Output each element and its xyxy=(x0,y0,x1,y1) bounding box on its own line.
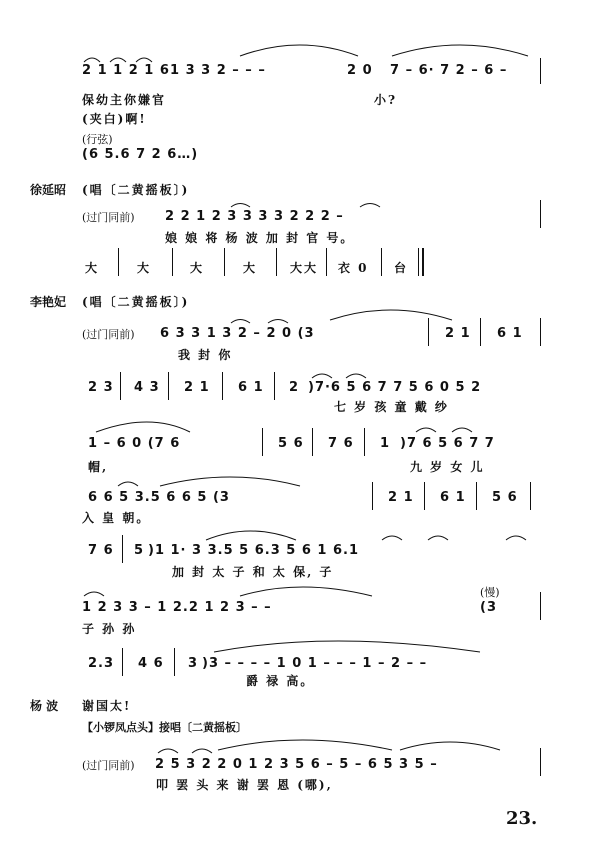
slur xyxy=(218,740,392,750)
s3-cue: (唱〔二黄摇板〕) xyxy=(82,295,190,309)
s3-r7-lyric: 爵 禄 高。 xyxy=(246,674,315,688)
s4-lyric: 叩 罢 头 来 谢 罢 恩 (哪), xyxy=(156,778,333,792)
speaker-yang: 杨 波 xyxy=(30,699,59,713)
slur xyxy=(231,204,250,208)
s3-r3-lyric-a: 帽, xyxy=(88,460,109,474)
slur xyxy=(360,204,380,208)
slur xyxy=(96,422,190,432)
slur xyxy=(330,310,452,320)
s4-prelude: (过门同前) xyxy=(82,759,135,772)
s3-r2-bar-4: 6 1 xyxy=(238,380,264,395)
s4-speech: 谢国太! xyxy=(82,699,132,713)
r1-notes-a: 2 1 1 2 1 6 xyxy=(82,63,170,78)
s3-r4-bar-2: 6 1 xyxy=(440,490,466,505)
s4-cue: 【小锣凤点头】接唱〔二黄摇板〕 xyxy=(82,721,247,734)
slur xyxy=(110,58,126,62)
s3-r2-bar-2: 4 3 xyxy=(134,380,160,395)
slur xyxy=(382,536,402,540)
slur xyxy=(158,749,178,753)
s2-cue: (唱〔二黄摇板〕) xyxy=(82,183,190,197)
s3-r6-end: (3 xyxy=(480,600,497,615)
s3-r7-bar-3: 3 xyxy=(188,656,199,671)
slur xyxy=(118,482,138,486)
s2-prelude: (过门同前) xyxy=(82,211,135,224)
slur xyxy=(416,428,436,432)
r1-paren-notes: (6 5.6 7 2 6…) xyxy=(82,147,199,162)
slur xyxy=(312,374,332,378)
s2-lyric: 娘 娘 将 杨 波 加 封 官 号。 xyxy=(165,231,355,245)
s3-r3-notes: 1 – 6 0 (7 6 xyxy=(88,436,181,451)
perc-7: 台 xyxy=(394,261,409,275)
slur xyxy=(231,320,250,324)
s3-r2-lyric: 七 岁 孩 童 戴 纱 xyxy=(334,400,449,414)
s3-r4-bar-3: 5 6 xyxy=(492,490,518,505)
s3-r5-lead-2: 5 xyxy=(134,543,145,558)
s3-r6-notes: 1 2 3 3 – 1 2.2 1 2 3 – – xyxy=(82,600,272,615)
perc-1: 大 xyxy=(85,261,100,275)
s3-r1-notes: 6 3 3 1 3 2 – 2 0 (3 xyxy=(160,326,315,341)
slur xyxy=(268,320,288,324)
r1-notes-c: 2 0 xyxy=(347,63,373,78)
s3-r6-tempo: (慢) xyxy=(480,586,500,599)
slur xyxy=(214,641,480,652)
s3-r2-bar-5: 2 xyxy=(289,380,300,395)
s3-r2-notes: )7·6 5 6 7 7 5 6 0 5 2 xyxy=(308,380,482,395)
s3-r4-notes: 6 6 5 3.5 6 6 5 (3 xyxy=(88,490,230,505)
slur xyxy=(392,45,528,56)
s3-r3-tail: )7 6 5 6 7 7 xyxy=(400,436,495,451)
s3-prelude: (过门同前) xyxy=(82,328,135,341)
perc-5: 大大 xyxy=(290,261,319,275)
s3-r3-lyric-b: 九 岁 女 儿 xyxy=(410,460,485,474)
s3-r1-tail-1: 2 1 xyxy=(445,326,471,341)
r1-aside: (夹白)啊! xyxy=(82,112,147,126)
speaker-li: 李艳妃 xyxy=(30,295,67,309)
slur xyxy=(84,592,104,596)
page-number: 23. xyxy=(506,808,538,829)
slur xyxy=(346,374,366,378)
s2-notes: 2 2 1 2 3 3 3 3 2 2 2 – xyxy=(165,209,344,224)
r1-lyric-b: 小? xyxy=(374,93,398,107)
slur xyxy=(506,536,526,540)
perc-4: 大 xyxy=(243,261,258,275)
s3-r1-lyric: 我 封 你 xyxy=(178,348,233,362)
r1-notes-b: 1 3 3 2 – – – xyxy=(170,63,266,78)
s3-r4-lyric: 入 皇 朝。 xyxy=(82,511,151,525)
s3-r3-bar-2: 7 6 xyxy=(328,436,354,451)
s3-r5-lead-1: 7 6 xyxy=(88,543,114,558)
s3-r2-bar-1: 2 3 xyxy=(88,380,114,395)
s3-r6-lyric: 子 孙 孙 xyxy=(82,622,137,636)
s4-notes: 2 5 3 2 2 0 1 2 3 5 6 – 5 – 6 5 3 5 – xyxy=(155,757,438,772)
perc-2: 大 xyxy=(137,261,152,275)
r1-lyric-a: 保幼主你嫌官 xyxy=(82,93,167,107)
s3-r3-bar-3: 1 xyxy=(380,436,391,451)
slur xyxy=(240,45,358,56)
s3-r4-bar-1: 2 1 xyxy=(388,490,414,505)
slur xyxy=(240,587,372,596)
s3-r3-bar-1: 5 6 xyxy=(278,436,304,451)
r1-notes-d: 7 – 6· 7 2 – 6 – xyxy=(390,63,508,78)
s3-r7-notes: )3 – – – – 1 0 1 – – – 1 – 2 – – xyxy=(202,656,428,671)
slur xyxy=(206,531,296,540)
s3-r2-bar-3: 2 1 xyxy=(184,380,210,395)
slur xyxy=(452,428,472,432)
r1-paren-label: (行弦) xyxy=(82,133,113,146)
s3-r7-bar-2: 4 6 xyxy=(138,656,164,671)
slur xyxy=(192,749,212,753)
slur xyxy=(400,742,500,750)
perc-6: 衣 0 xyxy=(338,261,369,275)
slur xyxy=(84,58,100,62)
slur xyxy=(428,536,448,540)
s3-r5-lyric: 加 封 太 子 和 太 保, 子 xyxy=(172,565,334,579)
s3-r1-tail-2: 6 1 xyxy=(497,326,523,341)
slur xyxy=(160,477,300,486)
s3-r7-bar-1: 2.3 xyxy=(88,656,115,671)
perc-3: 大 xyxy=(190,261,205,275)
s3-r5-notes: )1 1· 3 3.5 5 6.3 5 6 1 6.1 xyxy=(148,543,360,558)
slur xyxy=(136,58,152,62)
speaker-xu: 徐延昭 xyxy=(30,183,67,197)
